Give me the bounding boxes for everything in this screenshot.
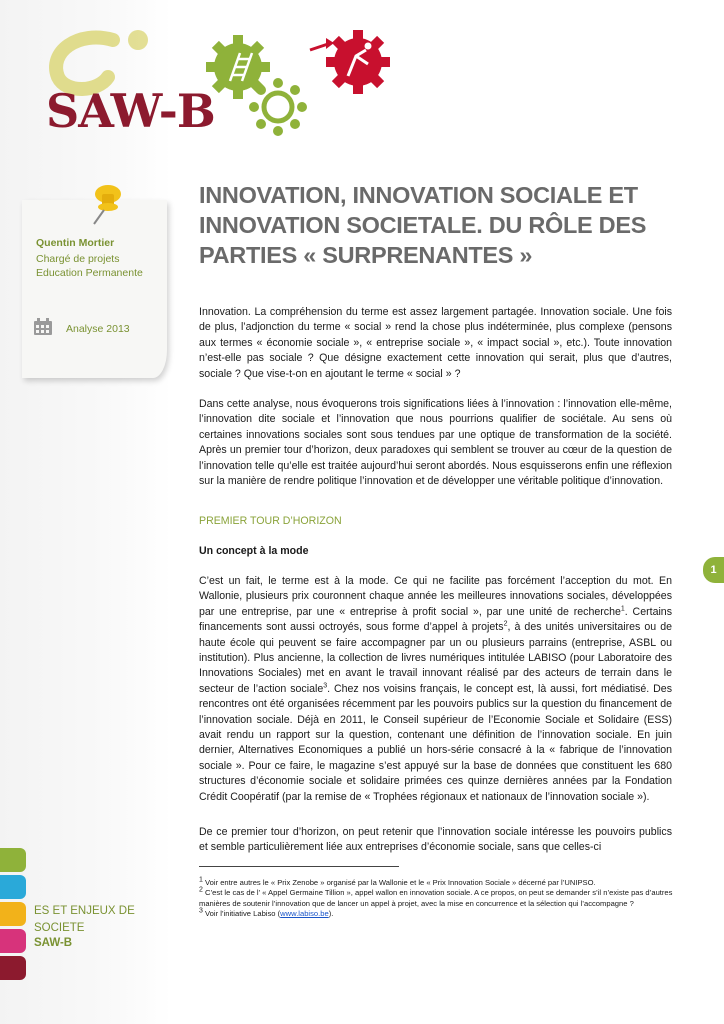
paragraph-summary: De ce premier tour d’horizon, on peut retenir que l’innovation sociale intéresse les pouvoirs publics et semble particulièrement liée aux entreprises d’économie sociale, sans que celles-ci (199, 826, 672, 854)
series-label (34, 903, 135, 937)
paragraph-concept (199, 574, 672, 805)
footnote-number: 2 (199, 886, 203, 894)
logo-wordmark: SAW-B (46, 84, 215, 138)
author-name: Quentin Mortier (36, 237, 115, 249)
footnote-number: 1 (199, 876, 203, 884)
paragraph-text: . Certains financements sont aussi octroyés, sous forme d’appel à projets (199, 605, 672, 634)
calendar-icon (34, 318, 52, 335)
labiso-link[interactable]: www.labiso.be (280, 909, 329, 919)
footnote-text: C’est le cas de l’ « Appel Germaine Tillion », appel wallon en innovation sociale. A ce propos, on peut se demander s’il n’existe pas d’autres manières de soutenir l’innovation que de lancer un appel à projet, avec la mise en concurrence et la sélection qui l’accompagne ? (199, 888, 673, 908)
author-role-line: Chargé de projets (36, 253, 120, 265)
paragraph-text: , à des unités universitaires ou de haute école qui peuvent se faire accompagner par un ou plusieurs parrains (entreprise, ASBL ou institution). Plus ancienne, la collection de livres numériques intitulée LABISO (pour Laboratoire des Innovations Sociales) met en avant le travail innovant réalisé par des acteurs de terrain dans le secteur de l’action sociale (199, 621, 672, 695)
page-number-badge: 1 (703, 557, 724, 583)
footnote-1 (199, 878, 675, 888)
footnote-ref-1[interactable]: 1 (620, 605, 625, 613)
document-title: INNOVATION, INNOVATION SOCIALE ET INNOVATION SOCIETALE. DU RÔLE DES PARTIES « SURPRENANTES » (199, 182, 647, 268)
paragraph-text: . Chez nos voisins français, le concept est, là aussi, fort médiatisé. Des rencontres ont été organisées récemment par les pouvoirs publics sur la question du financement de l’innovation sociale. Déjà en 2011, le Conseil supérieur de l’Economie Sociale et Solidaire (ESS) avait rendu un rapport sur la question, contenant une définition de l’innovation sociale. En juin dernier, Alternatives Economiques a publié un hors-série consacré à la « fabrique de l’innovation sociale ». Pour ce faire, le magazine s’est appuyé sur la base de données que constituent les 680 structures d’économie sociale et solidaire primées ces quinze dernières années par la Fondation Crédit Coopératif (par la remise de « Trophées régionaux et nationaux de l’innovation sociale »). (199, 682, 673, 803)
color-bar (0, 875, 26, 899)
color-bar (0, 956, 26, 980)
color-bar (0, 848, 26, 872)
paragraph-overview: Dans cette analyse, nous évoquerons trois significations liées à l’innovation : l’innovation elle-même, l’innovation dite sociale et l’innovation que nous pourrions qualifier de sociétale. Au sens où certaines innovations sociales sont sous tendues par une optique de transformation de la société. Après un premier tour d’horizon, deux paradoxes qui semblent se trouver au cœur de la question de l’innovation telle qu’elle est traitée aujourd’hui seront abordés. Nous esquisserons enfin une réflexion sur la manière de rendre politique l’innovation et de développer une véritable politique d’innovation. (199, 398, 672, 488)
footnote-ref-3[interactable]: 3 (323, 682, 328, 690)
footnotes (199, 878, 675, 920)
series-brand: SAW-B (34, 937, 73, 949)
author-role (36, 252, 143, 280)
footnote-divider (199, 866, 399, 867)
pushpin-icon (86, 180, 126, 226)
footnote-text: Voir l’initiative Labiso ( (202, 909, 281, 919)
paragraph-intro: Innovation. La compréhension du terme est assez largement partagée. Innovation sociale. Une fois de plus, l’adjonction du terme « social » rend la chose plus indéterminée, plus complexe (pensons aux termes « économie sociale », « entreprise sociale », « impact social », etc.). Toute innovation n’est-elle pas sociale ? Que désigne exactement cette innovation qui serait, plus que d’autres, sociale ? Que vise-t-on en ajoutant le terme « social » ? (199, 306, 672, 380)
color-bars (0, 848, 26, 983)
footnote-ref-2[interactable]: 2 (503, 620, 508, 628)
color-bar (0, 929, 26, 953)
footnote-3 (199, 909, 675, 919)
author-role-line: Education Permanente (36, 267, 143, 279)
footnote-number: 3 (199, 907, 203, 915)
series-label-line: SOCIETE (34, 922, 85, 934)
color-bar (0, 902, 26, 926)
footnote-text: ). (328, 909, 334, 919)
series-label-line: ES ET ENJEUX DE (34, 905, 135, 917)
paragraph-text: C’est un fait, le terme est à la mode. Ce qui ne facilite pas forcément l’acception du mot. En Wallonie, plusieurs prix couronnent chaque année les meilleures innovations sociales, développées par une entreprise, par une « entreprise à profit social », par une unité de recherche (199, 575, 672, 618)
analysis-year: Analyse 2013 (66, 323, 130, 335)
author-note-card (22, 200, 167, 378)
footnote-2 (199, 888, 675, 909)
section-heading: PREMIER TOUR D’HORIZON (199, 515, 342, 527)
subsection-heading: Un concept à la mode (199, 545, 309, 557)
footnote-text: Voir entre autres le « Prix Zenobe » organisé par la Wallonie et le « Prix Innovation Sociale » décerné par l’UNIPSO. (202, 878, 596, 887)
saw-b-logo (18, 22, 398, 142)
